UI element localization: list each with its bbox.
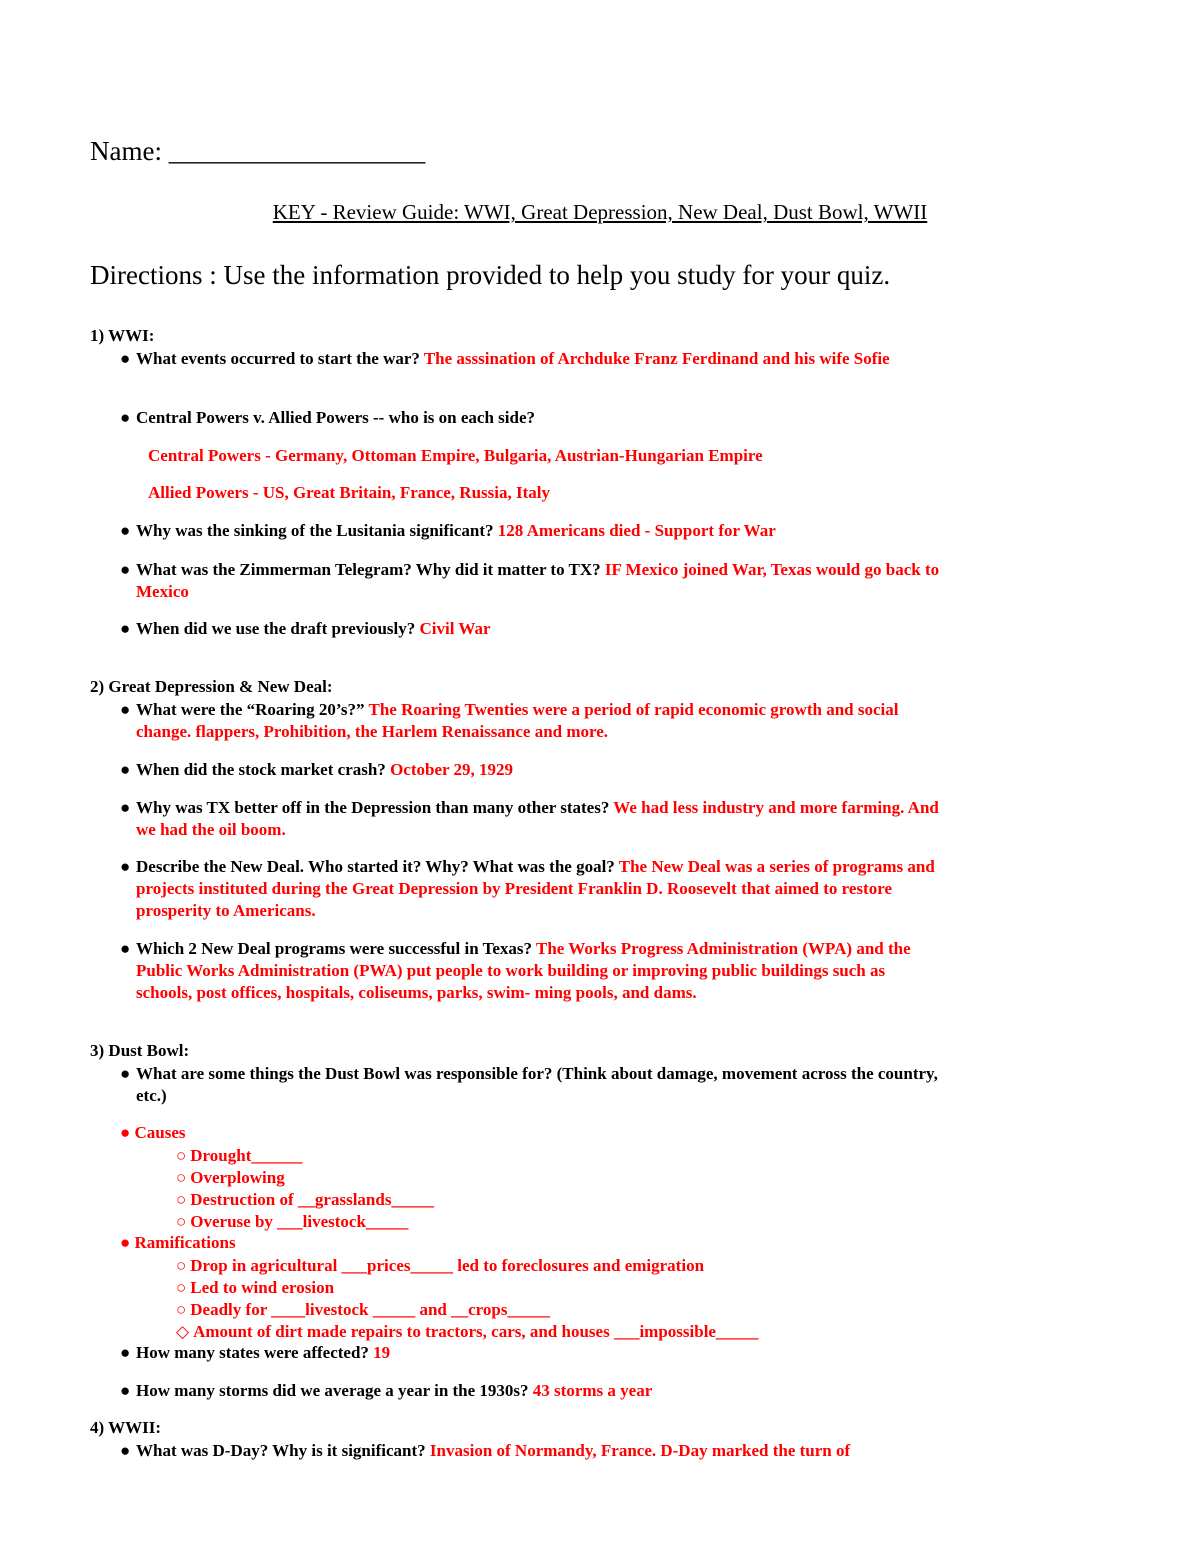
bullet-icon: ● xyxy=(120,349,131,368)
bullet-icon: ● xyxy=(120,560,131,579)
question-item xyxy=(120,618,940,640)
ramification-item: ◇ Amount of dirt made repairs to tractors, cars, and houses ___impossible_____ xyxy=(176,1322,759,1341)
bullet-icon: ● xyxy=(120,1381,131,1400)
hollow-circle-icon: ○ xyxy=(176,1146,187,1165)
question-text: Describe the New Deal. Who started it? Why? What was the goal? xyxy=(136,857,619,876)
bullet-icon: ● xyxy=(120,521,131,540)
question-text: Why was the sinking of the Lusitania significant? xyxy=(136,521,498,540)
answer-text: Invasion of Normandy, France. D-Day marked the turn of xyxy=(429,1441,851,1460)
bullet-icon: ● xyxy=(120,798,131,817)
question-item xyxy=(120,1342,940,1364)
question-item xyxy=(120,1063,940,1107)
bullet-icon: ● xyxy=(120,857,131,876)
answer-text: We had less industry and more farming. And we had the oil boom. xyxy=(136,798,939,839)
answer-text: The Roaring Twenties were a period of rapid economic growth and social change. flappers, Prohibition, the Harlem Renaissance and more. xyxy=(136,700,899,741)
ramifications-label: ● Ramifications xyxy=(120,1233,236,1252)
question-text: Why was TX better off in the Depression than many other states? xyxy=(136,798,614,817)
section-heading-wwi: 1) WWI: xyxy=(90,326,155,345)
bullet-icon: ● xyxy=(120,619,131,638)
causes-label: ● Causes xyxy=(120,1123,186,1142)
section-heading-depression: 2) Great Depression & New Deal: xyxy=(90,677,333,696)
central-powers-answer: Central Powers - Germany, Ottoman Empire, Bulgaria, Austrian-Hungarian Empire xyxy=(148,446,763,465)
bullet-icon: ● xyxy=(120,1064,131,1083)
hollow-circle-icon: ○ xyxy=(176,1278,187,1297)
bullet-icon: ● xyxy=(120,408,131,427)
page-title: KEY - Review Guide: WWI, Great Depression, New Deal, Dust Bowl, WWII xyxy=(272,200,928,224)
question-item xyxy=(120,938,940,1004)
section-heading-dustbowl: 3) Dust Bowl: xyxy=(90,1041,190,1060)
cause-item: ○ Destruction of __grasslands_____ xyxy=(176,1190,434,1209)
bullet-icon: ● xyxy=(120,1441,131,1460)
ramification-item: ○ Led to wind erosion xyxy=(176,1278,335,1297)
hollow-circle-icon: ○ xyxy=(176,1212,187,1231)
question-item xyxy=(120,559,940,603)
hollow-circle-icon: ○ xyxy=(176,1256,187,1275)
question-item xyxy=(120,407,940,429)
answer-text: October 29, 1929 xyxy=(390,760,513,779)
question-text: What was D-Day? Why is it significant? xyxy=(136,1441,430,1460)
answer-text: The Works Progress Administration (WPA) and the Public Works Administration (PWA) put people to work building or improving public buildings such as schools, post offices, hospitals, coliseums, parks, swim- ming pools, and dams. xyxy=(136,939,911,1002)
question-item xyxy=(120,856,940,922)
question-text: What was the Zimmerman Telegram? Why did it matter to TX? xyxy=(136,560,605,579)
question-item xyxy=(120,1440,940,1462)
question-text: How many states were affected? xyxy=(136,1343,374,1362)
question-item xyxy=(120,797,940,841)
question-text: When did the stock market crash? xyxy=(136,760,391,779)
question-text: Which 2 New Deal programs were successful in Texas? xyxy=(136,939,536,958)
bullet-icon: ● xyxy=(120,760,131,779)
question-text: How many storms did we average a year in the 1930s? xyxy=(136,1381,533,1400)
question-text: What are some things the Dust Bowl was responsible for? (Think about damage, movement across the country, etc.) xyxy=(136,1064,938,1105)
answer-text: 19 xyxy=(373,1343,391,1362)
bullet-icon: ● xyxy=(120,939,131,958)
name-line: Name: ___________________ xyxy=(90,136,426,166)
bullet-icon: ● xyxy=(120,1123,131,1142)
question-item xyxy=(120,759,940,781)
answer-text: IF Mexico joined War, Texas would go back to Mexico xyxy=(136,560,940,601)
question-item xyxy=(120,699,940,743)
directions: Directions : Use the information provided to help you study for your quiz. xyxy=(90,260,891,290)
question-text: What events occurred to start the war? xyxy=(136,349,424,368)
hollow-circle-icon: ○ xyxy=(176,1190,187,1209)
answer-text: 128 Americans died - Support for War xyxy=(497,521,776,540)
allied-powers-answer: Allied Powers - US, Great Britain, France, Russia, Italy xyxy=(148,483,550,502)
cause-item: ○ Drought______ xyxy=(176,1146,303,1165)
answer-text: Civil War xyxy=(419,619,491,638)
ramification-item: ○ Deadly for ____livestock _____ and __crops_____ xyxy=(176,1300,550,1319)
hollow-circle-icon: ○ xyxy=(176,1168,187,1187)
answer-text: The asssination of Archduke Franz Ferdinand and his wife Sofie xyxy=(423,349,890,368)
section-heading-wwii: 4) WWII: xyxy=(90,1418,161,1437)
question-text: Central Powers v. Allied Powers -- who is on each side? xyxy=(136,408,535,427)
bullet-icon: ● xyxy=(120,1343,131,1362)
cause-item: ○ Overuse by ___livestock_____ xyxy=(176,1212,409,1231)
question-item xyxy=(120,348,940,370)
question-text: What were the “Roaring 20’s?” xyxy=(136,700,369,719)
bullet-icon: ● xyxy=(120,1233,131,1252)
question-item xyxy=(120,520,940,542)
answer-text: The New Deal was a series of programs and projects instituted during the Great Depression by President Franklin D. Roosevelt that aimed to restore prosperity to Americans. xyxy=(136,857,935,920)
question-text: When did we use the draft previously? xyxy=(136,619,420,638)
question-item xyxy=(120,1380,940,1402)
hollow-diamond-icon: ◇ xyxy=(176,1322,190,1341)
hollow-circle-icon: ○ xyxy=(176,1300,187,1319)
cause-item: ○ Overplowing xyxy=(176,1168,285,1187)
bullet-icon: ● xyxy=(120,700,131,719)
ramification-item: ○ Drop in agricultural ___prices_____ led to foreclosures and emigration xyxy=(176,1256,705,1275)
answer-text: 43 storms a year xyxy=(532,1381,653,1400)
